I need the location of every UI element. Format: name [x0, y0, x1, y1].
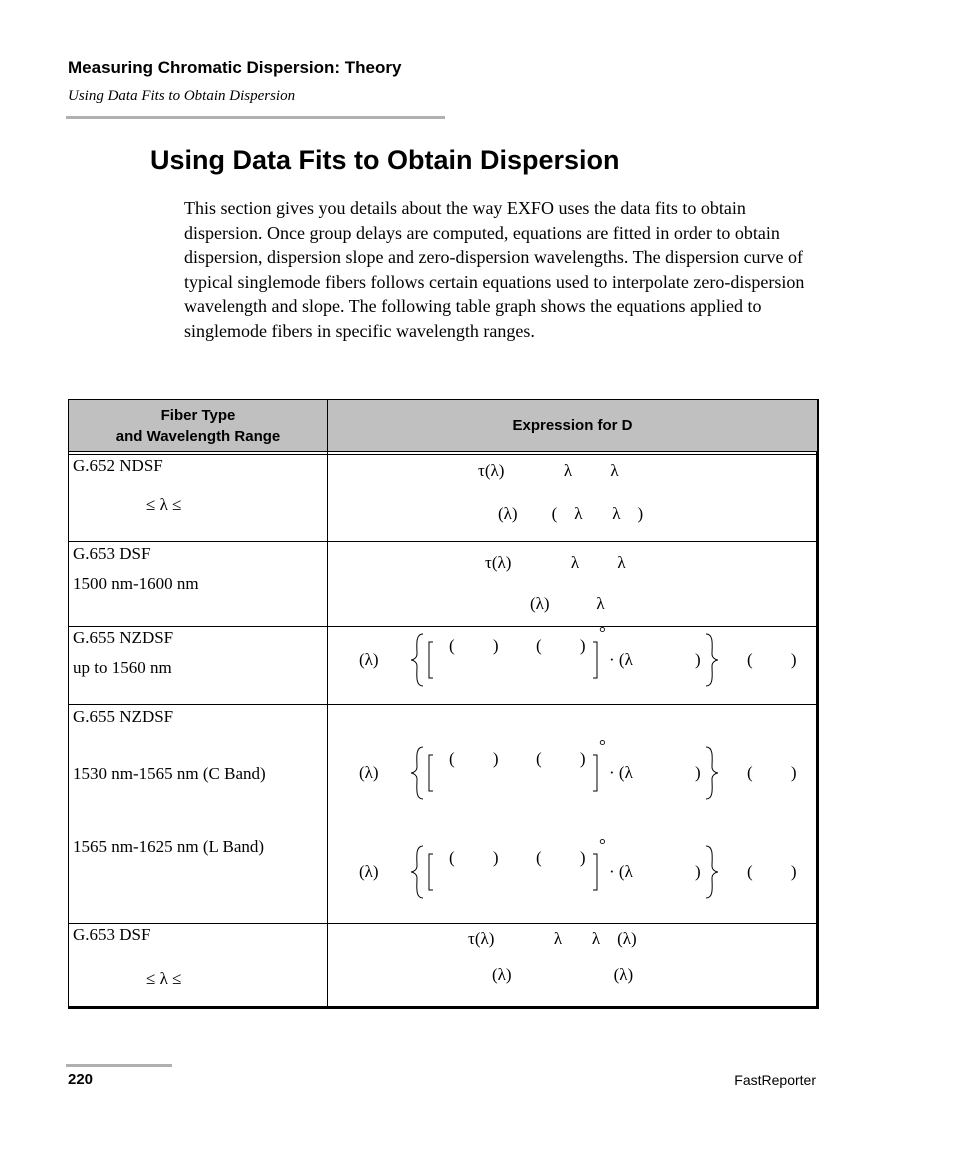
eq-tail: ( ) [747, 763, 797, 782]
col2-header [328, 400, 817, 451]
row2-eq-tau: τ(λ) λ λ [485, 553, 626, 572]
row-divider [69, 704, 816, 705]
eq-paren-a: ( ) [449, 848, 499, 867]
eq-mid: · (λ [609, 763, 633, 782]
eq-brackets-icon [409, 632, 729, 688]
row1-range: ≤ λ ≤ [146, 495, 182, 514]
eq-paren-a: ( ) [449, 749, 499, 768]
row-divider [69, 923, 816, 924]
eq-paren-b: ( ) [536, 749, 586, 768]
eq-close: ) [695, 650, 701, 669]
footer-rule [66, 1064, 172, 1067]
eq-paren-b: ( ) [536, 636, 586, 655]
row4-c-band: 1530 nm-1565 nm (C Band) [73, 764, 266, 783]
row-divider [69, 541, 816, 542]
eq-brackets-icon [409, 745, 729, 801]
row1-eq-tau: τ(λ) λ λ [478, 461, 619, 480]
row1-eq-d: (λ) ( λ λ ) [498, 504, 644, 523]
section-subtitle: Using Data Fits to Obtain Dispersion [68, 88, 296, 104]
row3-fiber-type: G.655 NZDSF [73, 628, 174, 647]
header-divider [69, 451, 816, 452]
eq-tail: ( ) [747, 650, 797, 669]
eq-lhs: (λ) [359, 650, 379, 669]
row3-range: up to 1560 nm [73, 658, 172, 677]
row4-l-band: 1565 nm-1625 nm (L Band) [73, 837, 265, 856]
header-divider-2 [69, 454, 816, 455]
eq-close: ) [695, 862, 701, 881]
product-name: FastReporter [734, 1072, 816, 1088]
row2-range: 1500 nm-1600 nm [73, 574, 199, 593]
eq-mid: · (λ [609, 650, 633, 669]
col1-header [69, 400, 327, 451]
row1-fiber-type: G.652 NDSF [73, 456, 163, 475]
eq-degree: ° [599, 736, 606, 755]
eq-close: ) [695, 763, 701, 782]
row2-fiber-type: G.653 DSF [73, 544, 151, 563]
dispersion-table [68, 399, 819, 1009]
eq-lhs: (λ) [359, 763, 379, 782]
eq-degree: ° [599, 623, 606, 642]
col1-header-line1: Fiber Type [160, 406, 236, 424]
intro-paragraph: This section gives you details about the way EXFO uses the data fits to obtain dispersion. Once group delays are computed, equations are fitted in order to obtain dispersion, dispersion slope and zero-dispersion wavelengths. The dispersion curve of typical singlemode fibers follows certain equations used to interpolate zero-dispersion wavelength and slope. The following table graph shows the equations applied to singlemode fibers in specific wavelength ranges. [184, 198, 805, 341]
eq-lhs: (λ) [359, 862, 379, 881]
row5-eq-d: (λ) (λ) [492, 965, 634, 984]
page-number: 220 [68, 1071, 94, 1088]
eq-brackets-icon [409, 844, 729, 900]
eq-paren-b: ( ) [536, 848, 586, 867]
row5-eq-tau: τ(λ) λ λ (λ) [468, 929, 637, 948]
column-divider [327, 400, 328, 1006]
eq-tail: ( ) [747, 862, 797, 881]
col1-header-line2: and Wavelength Range [115, 427, 281, 445]
eq-mid: · (λ [609, 862, 633, 881]
row5-range: ≤ λ ≤ [146, 969, 182, 988]
row-divider [69, 626, 816, 627]
row5-fiber-type: G.653 DSF [73, 925, 151, 944]
row4-fiber-type: G.655 NZDSF [73, 707, 174, 726]
col2-header-label: Expression for D [512, 417, 633, 434]
row2-eq-d: (λ) λ [530, 594, 605, 613]
chapter-title: Measuring Chromatic Dispersion: Theory [68, 58, 402, 77]
eq-degree: ° [599, 835, 606, 854]
eq-paren-a: ( ) [449, 636, 499, 655]
page-heading: Using Data Fits to Obtain Dispersion [150, 145, 620, 175]
header-rule [66, 116, 445, 119]
